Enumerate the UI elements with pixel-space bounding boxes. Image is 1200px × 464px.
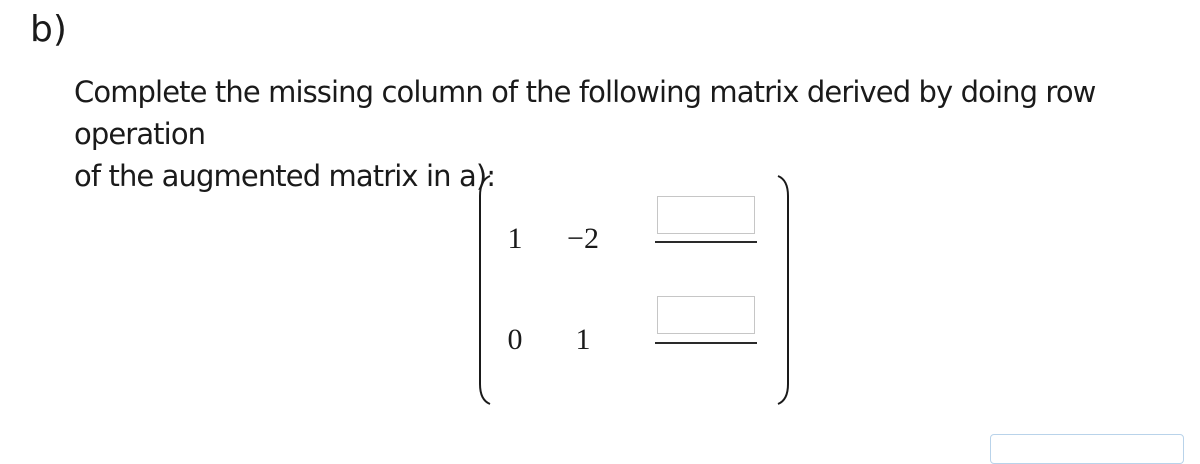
right-parenthesis bbox=[768, 172, 808, 408]
answer-input-row-1[interactable] bbox=[657, 196, 755, 234]
question-line-1: Complete the missing column of the following matrix derived by doing row operation bbox=[74, 75, 1096, 151]
part-label: b) bbox=[30, 9, 67, 50]
matrix-cell-r2-c2: 1 bbox=[575, 323, 591, 356]
corner-widget[interactable] bbox=[990, 434, 1184, 464]
question-line-2: of the augmented matrix in a): bbox=[74, 159, 496, 193]
answer-line-row-2 bbox=[655, 342, 757, 344]
matrix-cell-r1-c2: −2 bbox=[567, 222, 599, 255]
matrix-cell-r1-c1: 1 bbox=[507, 222, 523, 255]
matrix-cell-r2-c1: 0 bbox=[507, 323, 523, 356]
left-parenthesis bbox=[460, 172, 500, 408]
answer-line-row-1 bbox=[655, 241, 757, 243]
answer-input-row-2[interactable] bbox=[657, 296, 755, 334]
augmented-matrix bbox=[460, 172, 808, 408]
